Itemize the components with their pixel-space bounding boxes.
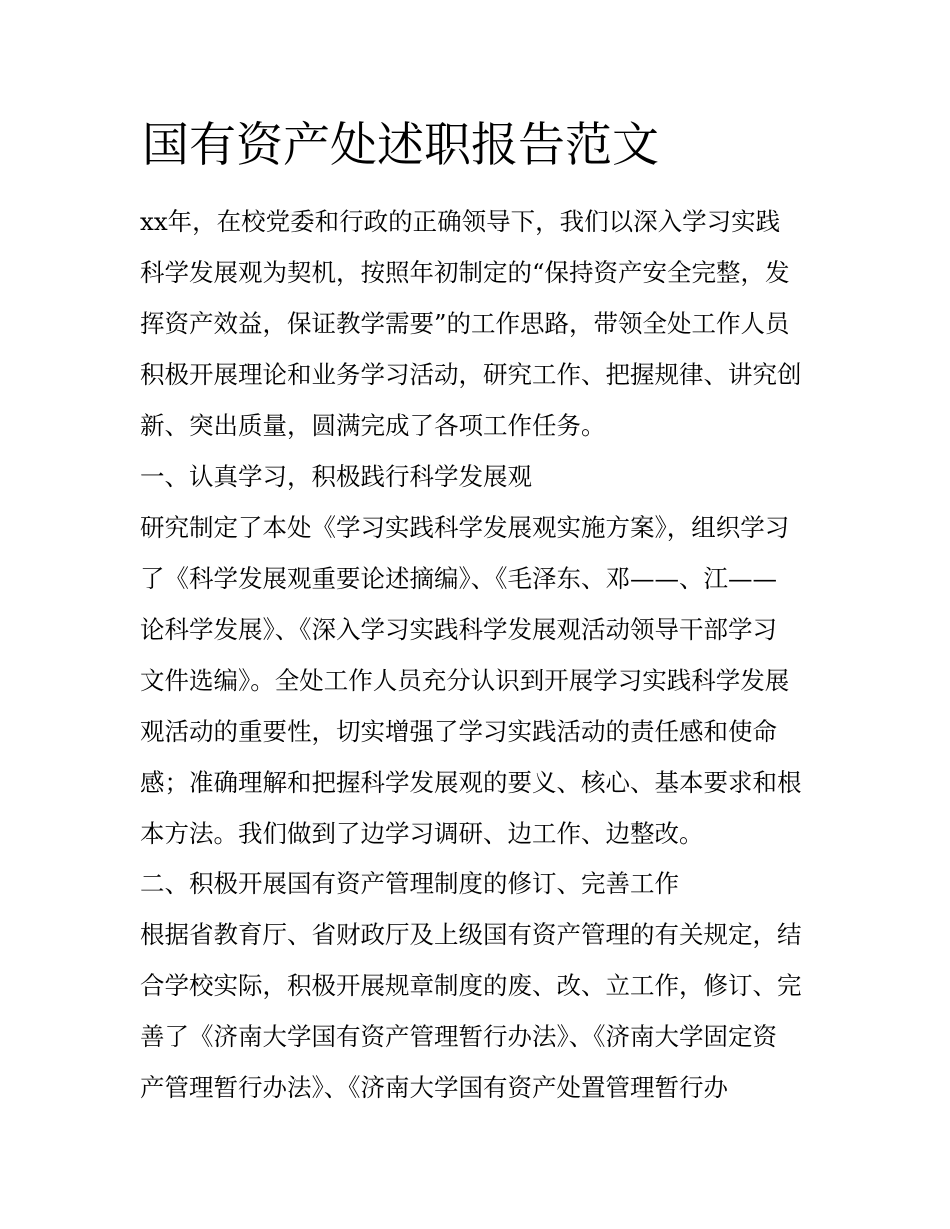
body-line: 合学校实际，积极开展规章制度的废、改、立工作，修订、完: [140, 971, 802, 1000]
section-heading-1: 一、认真学习，积极践行科学发展观: [140, 462, 532, 491]
body-line: xx年，在校党委和行政的正确领导下，我们以深入学习实践: [140, 207, 781, 236]
body-line: 本方法。我们做到了边学习调研、边工作、边整改。: [140, 819, 704, 848]
body-line: 产管理暂行办法》、《济南大学国有资产处置管理暂行办: [140, 1073, 728, 1102]
body-line: 文件选编》。全处工作人员充分认识到开展学习实践科学发展: [140, 666, 790, 695]
body-line: 论科学发展》、《深入学习实践科学发展观活动领导干部学习: [140, 615, 777, 644]
body-line: 了《科学发展观重要论述摘编》、《毛泽东、邓——、江——: [140, 564, 777, 593]
body-line: 积极开展理论和业务学习活动，研究工作、把握规律、讲究创: [140, 360, 802, 389]
body-line: 科学发展观为契机，按照年初制定的“保持资产安全完整，发: [140, 258, 790, 287]
body-line: 新、突出质量，圆满完成了各项工作任务。: [140, 411, 606, 440]
body-line: 挥资产效益，保证教学需要”的工作思路，带领全处工作人员: [140, 309, 790, 338]
body-line: 根据省教育厅、省财政厅及上级国有资产管理的有关规定，结: [140, 920, 802, 949]
body-line: 善了《济南大学国有资产管理暂行办法》、《济南大学固定资: [140, 1022, 777, 1051]
body-line: 研究制定了本处《学习实践科学发展观实施方案》，组织学习: [140, 513, 790, 542]
body-line: 感；准确理解和把握科学发展观的要义、核心、基本要求和根: [140, 768, 802, 797]
document-title: 国有资产处述职报告范文: [142, 118, 659, 173]
section-heading-2: 二、积极开展国有资产管理制度的修订、完善工作: [140, 869, 679, 898]
body-line: 观活动的重要性，切实增强了学习实践活动的责任感和使命: [140, 717, 777, 746]
